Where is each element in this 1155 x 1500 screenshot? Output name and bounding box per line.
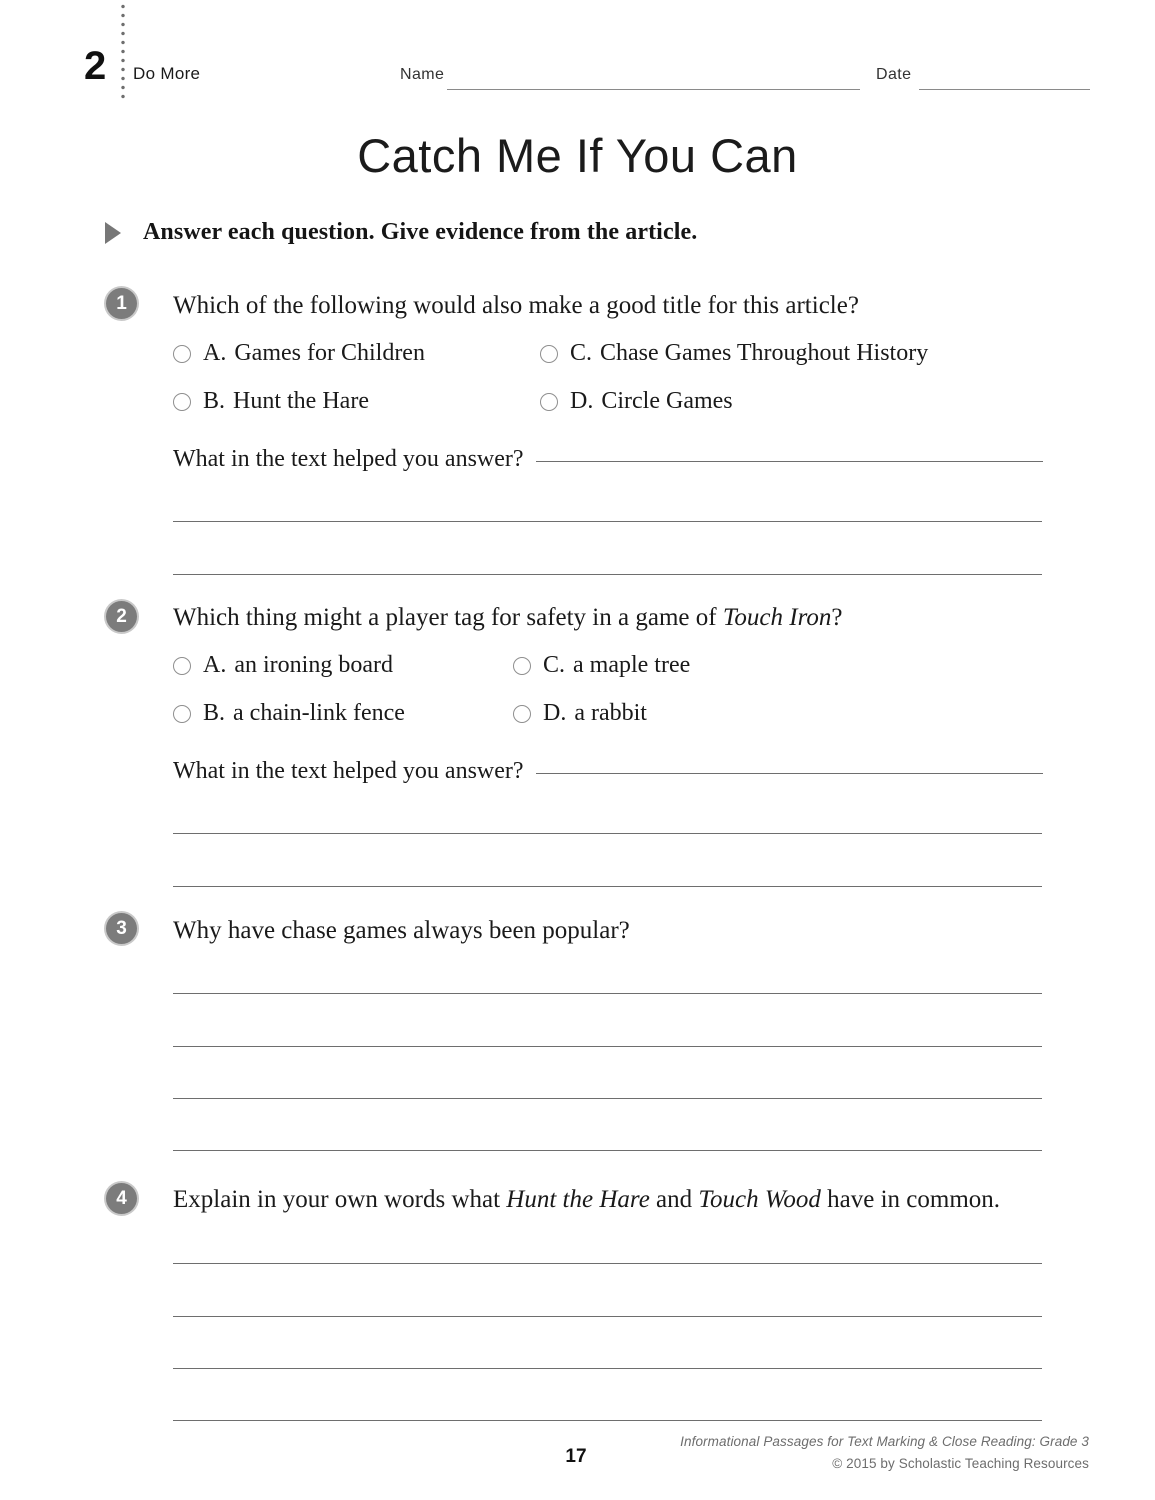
option-label: a chain-link fence [233, 700, 405, 726]
section-label: Do More [133, 64, 201, 83]
radio-circle-icon[interactable] [173, 393, 191, 411]
answer-rule-line[interactable] [173, 1263, 1042, 1264]
option-letter: B. [203, 388, 226, 414]
answer-rule-line[interactable] [173, 833, 1042, 834]
radio-circle-icon[interactable] [540, 393, 558, 411]
option-letter: D. [570, 388, 594, 414]
answer-rule-line[interactable] [173, 1046, 1042, 1047]
date-label: Date [876, 66, 912, 83]
option-letter: A. [203, 340, 227, 366]
option-label: Hunt the Hare [233, 388, 369, 414]
question-text-part: have in common. [820, 1186, 1001, 1213]
evidence-prompt-row [173, 446, 1043, 473]
option-label: a rabbit [574, 700, 647, 726]
radio-circle-icon[interactable] [173, 345, 191, 363]
option-letter: C. [570, 340, 593, 366]
answer-rule-line[interactable] [173, 1150, 1042, 1151]
page-header [0, 0, 1155, 110]
evidence-answer-line[interactable] [536, 461, 1043, 462]
option-letter: A. [203, 652, 227, 678]
evidence-prompt-text: What in the text helped you answer? [173, 758, 524, 784]
evidence-prompt-text: What in the text helped you answer? [173, 446, 524, 472]
option-a[interactable] [173, 652, 393, 679]
question-text-part: Which thing might a player tag for safety in a game of [173, 604, 723, 631]
question-text [173, 604, 1095, 633]
answer-rule-line[interactable] [173, 521, 1042, 522]
question-text-part: ? [831, 604, 843, 631]
radio-circle-icon[interactable] [173, 705, 191, 723]
answer-rule-line[interactable] [173, 574, 1042, 575]
answer-rule-line[interactable] [173, 886, 1042, 887]
option-label: a maple tree [573, 652, 691, 678]
dotted-divider [121, 0, 125, 100]
question-text [173, 292, 1095, 321]
page-title: Catch Me If You Can [357, 129, 798, 182]
triangle-bullet-icon [105, 222, 121, 244]
radio-circle-icon[interactable] [173, 657, 191, 675]
answer-rule-line[interactable] [173, 993, 1042, 994]
evidence-prompt-row [173, 758, 1043, 785]
option-letter: B. [203, 700, 226, 726]
question-text-italic: Touch Wood [698, 1186, 821, 1213]
question-text-part: Explain in your own words what [173, 1186, 507, 1213]
question-number-badge: 3 [106, 913, 137, 944]
option-b[interactable] [173, 700, 405, 727]
evidence-answer-line[interactable] [536, 773, 1043, 774]
radio-circle-icon[interactable] [540, 345, 558, 363]
directions-text: Answer each question. Give evidence from the article. [143, 219, 698, 245]
question-text-part: and [649, 1186, 699, 1213]
directions-row [105, 219, 697, 246]
option-d[interactable] [513, 700, 647, 727]
radio-circle-icon[interactable] [513, 705, 531, 723]
option-d[interactable] [540, 388, 733, 415]
answer-rule-line[interactable] [173, 1098, 1042, 1099]
option-label: Circle Games [601, 388, 733, 414]
question-text-italic: Touch Iron [722, 604, 832, 631]
unit-number: 2 [84, 44, 106, 88]
answer-rule-line[interactable] [173, 1316, 1042, 1317]
question-text [173, 1186, 1095, 1215]
question-text-italic: Hunt the Hare [506, 1186, 650, 1213]
footer-copyright: © 2015 by Scholastic Teaching Resources [832, 1456, 1089, 1471]
option-letter: C. [543, 652, 566, 678]
answer-options [173, 340, 1073, 422]
name-input-line[interactable] [447, 89, 860, 90]
option-label: Games for Children [234, 340, 425, 366]
footer-credit: Informational Passages for Text Marking & Close Reading: Grade 3 [680, 1434, 1089, 1449]
option-c[interactable] [540, 340, 928, 367]
option-c[interactable] [513, 652, 690, 679]
option-letter: D. [543, 700, 567, 726]
question-number-badge: 2 [106, 601, 137, 632]
option-b[interactable] [173, 388, 369, 415]
question-text-part: Which of the following would also make a good title for this article? [173, 292, 859, 319]
question-text-part: Why have chase games always been popular? [173, 917, 630, 944]
answer-rule-line[interactable] [173, 1420, 1042, 1421]
question-text [173, 917, 1095, 946]
name-label: Name [400, 66, 445, 83]
question-number-badge: 4 [106, 1183, 137, 1214]
answer-rule-line[interactable] [173, 1368, 1042, 1369]
page-number: 17 [565, 1446, 587, 1467]
radio-circle-icon[interactable] [513, 657, 531, 675]
date-input-line[interactable] [919, 89, 1090, 90]
question-number-badge: 1 [106, 288, 137, 319]
option-label: Chase Games Throughout History [600, 340, 929, 366]
option-a[interactable] [173, 340, 425, 367]
option-label: an ironing board [234, 652, 393, 678]
answer-options [173, 652, 1073, 734]
